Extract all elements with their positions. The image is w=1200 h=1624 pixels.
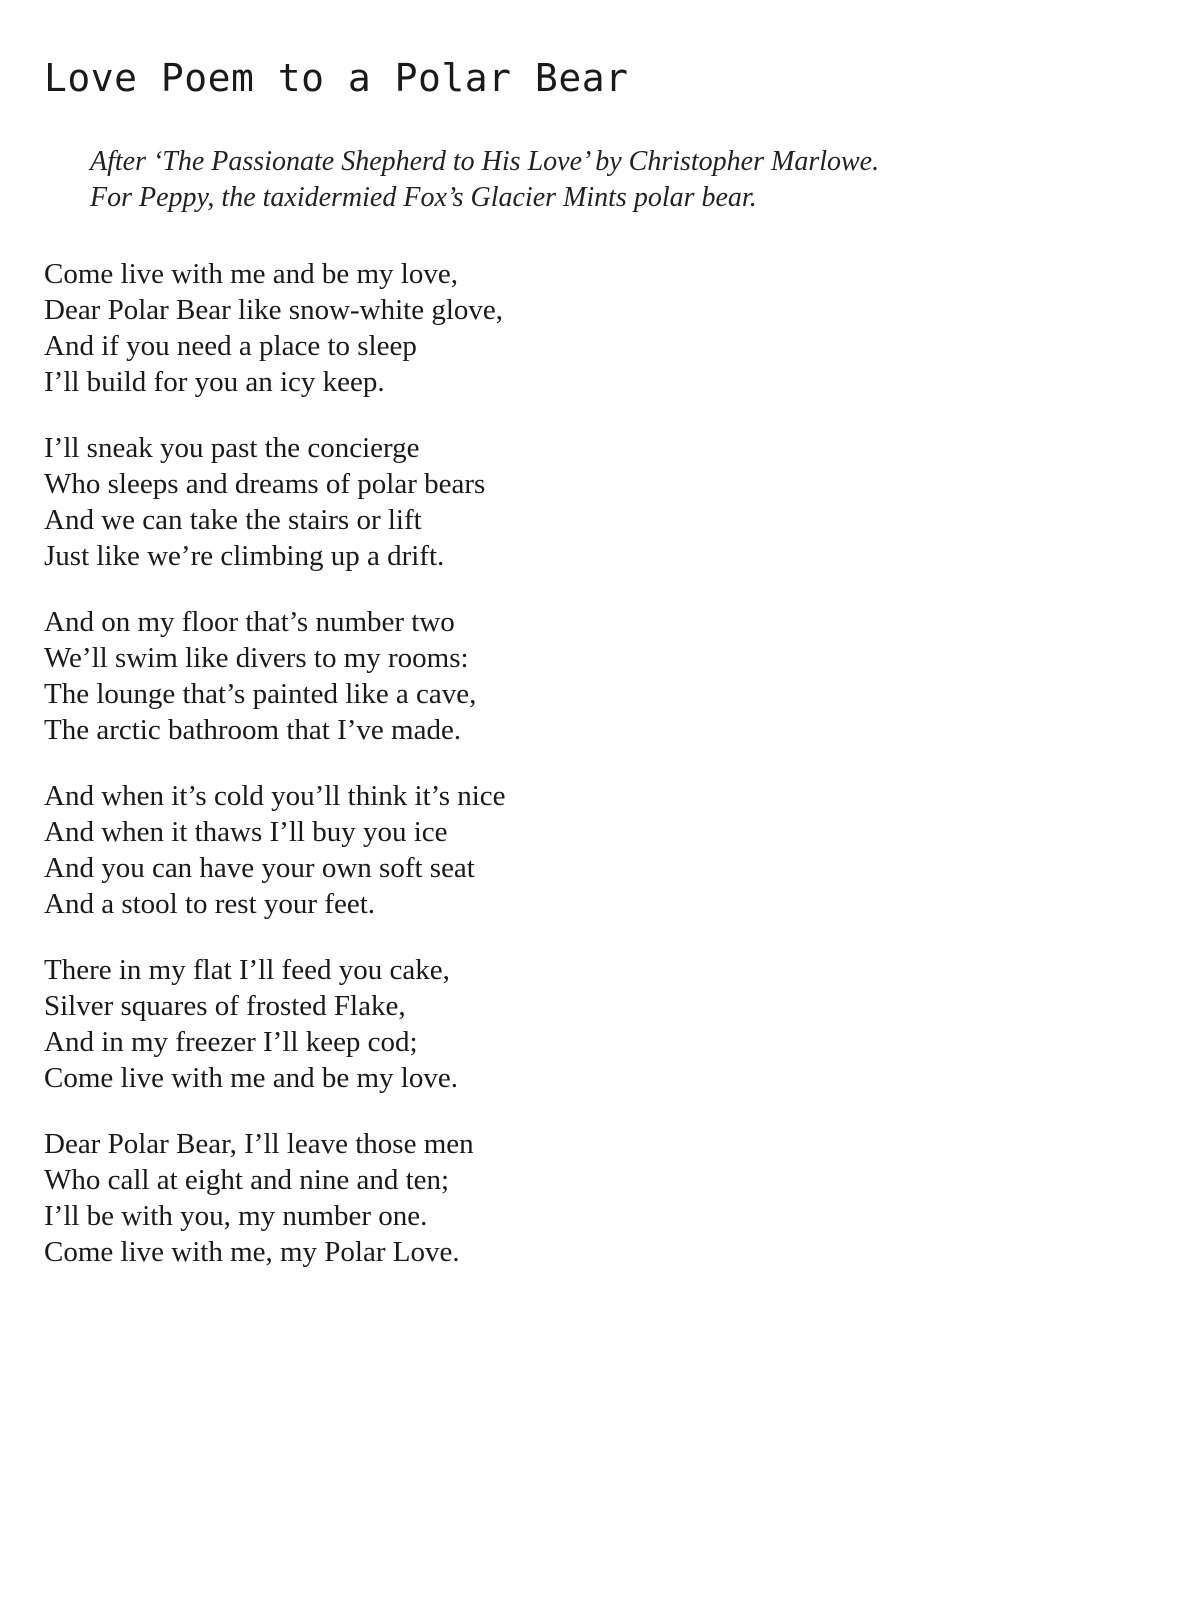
- poem-line: And in my freezer I’ll keep cod;: [44, 1026, 418, 1058]
- poem-line: Silver squares of frosted Flake,: [44, 990, 406, 1022]
- poem-line: And if you need a place to sleep: [44, 330, 417, 362]
- stanza: [44, 778, 1154, 922]
- poem-body: [44, 256, 1154, 1270]
- poem-line: We’ll swim like divers to my rooms:: [44, 642, 469, 674]
- poem-line: And when it’s cold you’ll think it’s nice: [44, 780, 506, 812]
- poem-line: Just like we’re climbing up a drift.: [44, 540, 445, 572]
- poem-line: And a stool to rest your feet.: [44, 888, 376, 920]
- stanza: [44, 1126, 1154, 1270]
- poem-line: Come live with me, my Polar Love.: [44, 1236, 460, 1268]
- poem-line: The lounge that’s painted like a cave,: [44, 678, 477, 710]
- poem-line: The arctic bathroom that I’ve made.: [44, 714, 462, 746]
- poem-line: Dear Polar Bear, I’ll leave those men: [44, 1128, 474, 1160]
- poem-line: Who call at eight and nine and ten;: [44, 1164, 450, 1196]
- epigraph-line: For Peppy, the taxidermied Fox’s Glacier Mints polar bear.: [90, 182, 757, 213]
- epigraph: [90, 144, 1154, 216]
- poem-line: Come live with me and be my love.: [44, 1062, 458, 1094]
- poem-line: And when it thaws I’ll buy you ice: [44, 816, 448, 848]
- epigraph-line: After ‘The Passionate Shepherd to His Love’ by Christopher Marlowe.: [90, 146, 880, 177]
- poem-line: And on my floor that’s number two: [44, 606, 455, 638]
- poem-line: Who sleeps and dreams of polar bears: [44, 468, 486, 500]
- stanza: [44, 430, 1154, 574]
- poem-line: Come live with me and be my love,: [44, 258, 458, 290]
- poem-line: There in my flat I’ll feed you cake,: [44, 954, 450, 986]
- poem-line: I’ll build for you an icy keep.: [44, 366, 385, 398]
- poem-page: [44, 54, 1154, 1300]
- poem-line: I’ll sneak you past the concierge: [44, 432, 420, 464]
- stanza: [44, 952, 1154, 1096]
- stanza: [44, 604, 1154, 748]
- poem-line: Dear Polar Bear like snow-white glove,: [44, 294, 504, 326]
- stanza: [44, 256, 1154, 400]
- poem-line: And you can have your own soft seat: [44, 852, 475, 884]
- poem-line: And we can take the stairs or lift: [44, 504, 422, 536]
- poem-title: Love Poem to a Polar Bear: [44, 56, 629, 100]
- poem-line: I’ll be with you, my number one.: [44, 1200, 428, 1232]
